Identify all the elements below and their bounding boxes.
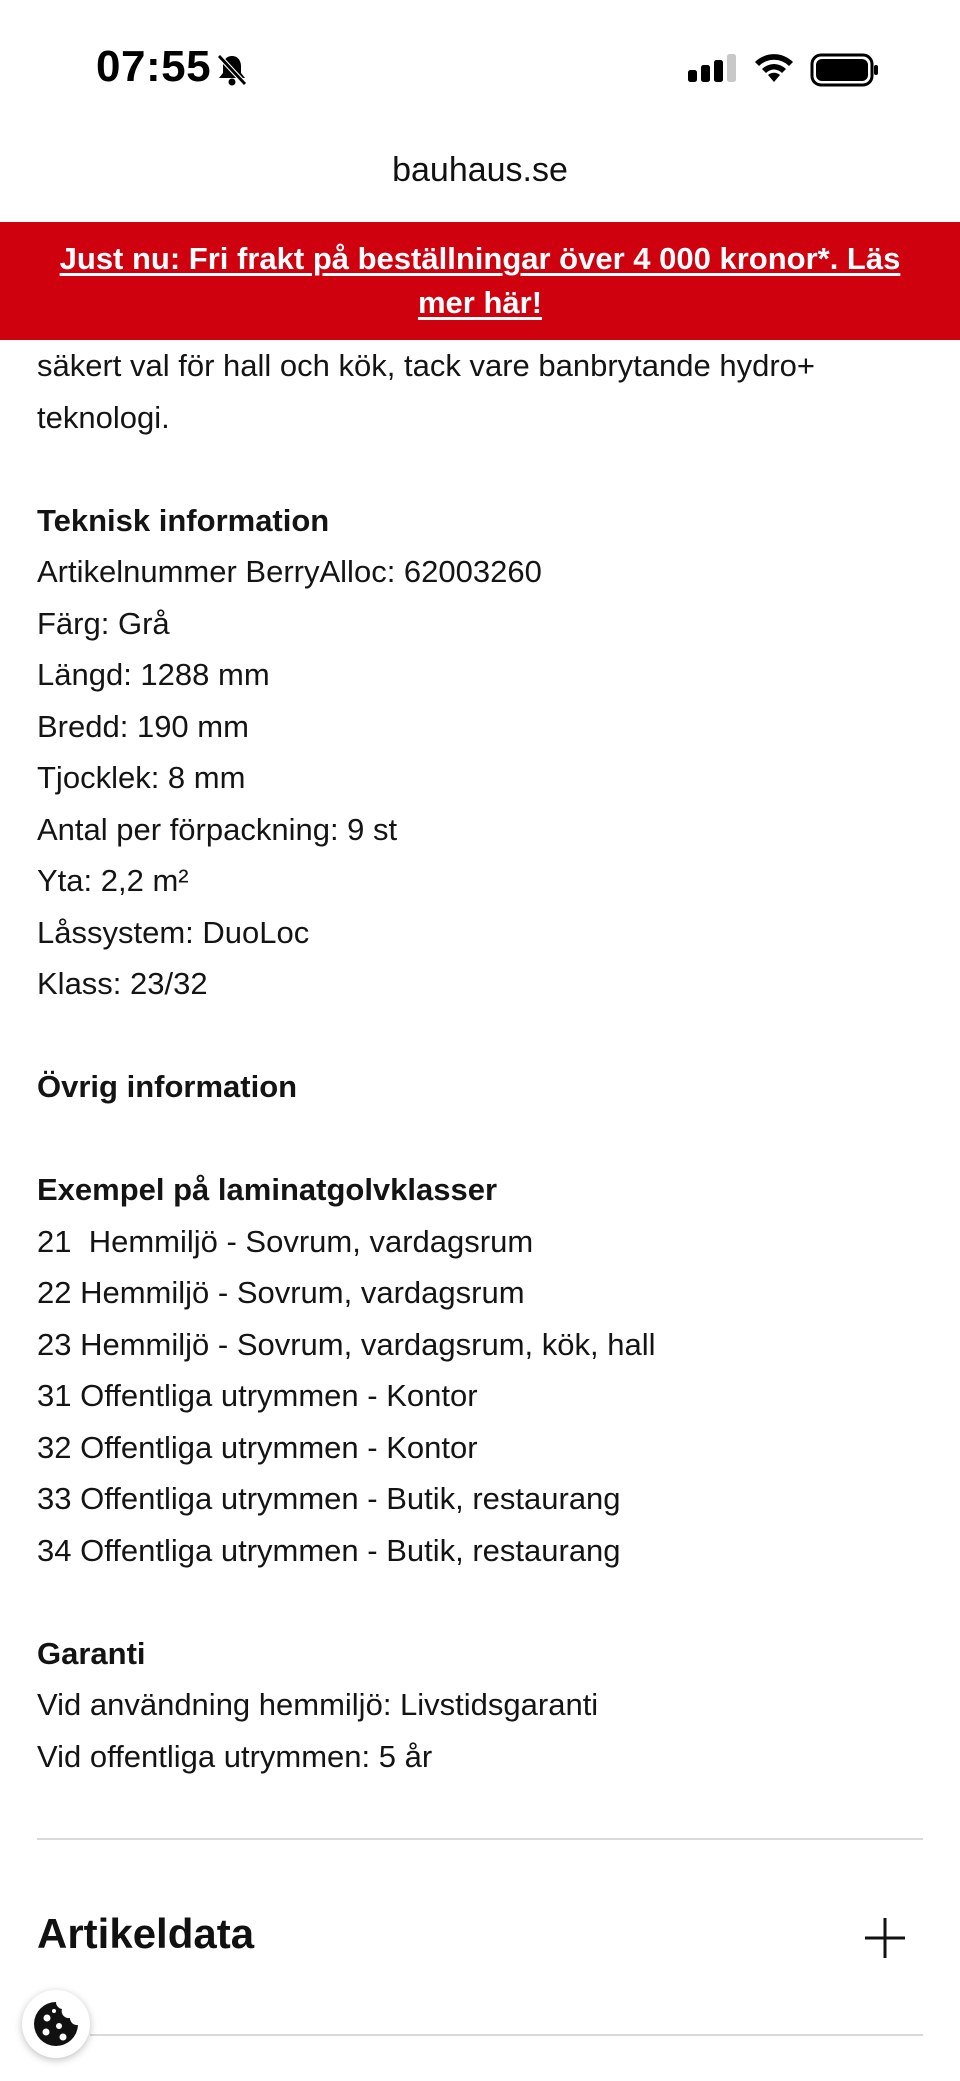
section-divider bbox=[37, 1838, 923, 1840]
url-text: bauhaus.se bbox=[392, 151, 568, 189]
warranty-line: Vid offentliga utrymmen: 5 år bbox=[37, 1738, 433, 1774]
promo-banner[interactable] bbox=[0, 222, 960, 340]
accordion-artikeldata[interactable] bbox=[37, 1900, 923, 1980]
warranty-line: Vid användning hemmiljö: Livstidsgaranti bbox=[37, 1687, 599, 1722]
wifi-icon bbox=[752, 50, 796, 86]
plus-icon[interactable] bbox=[863, 1916, 907, 1960]
cookie-icon bbox=[30, 1998, 82, 2050]
battery-icon bbox=[810, 52, 880, 88]
product-description bbox=[37, 340, 923, 1782]
spec-line: Yta: 2,2 m² bbox=[37, 863, 189, 898]
class-line: 23 Hemmiljö - Sovrum, vardagsrum, kök, hall bbox=[37, 1326, 656, 1362]
description-text: teknologi. bbox=[37, 399, 170, 435]
classes-heading: Exempel på laminatgolvklasser bbox=[37, 1172, 498, 1207]
spec-line: Bredd: 190 mm bbox=[37, 708, 249, 744]
class-line: 21 Hemmiljö - Sovrum, vardagsrum bbox=[37, 1223, 534, 1259]
spec-line: Tjocklek: 8 mm bbox=[37, 760, 246, 795]
technical-heading: Teknisk information bbox=[37, 502, 330, 538]
warranty-heading: Garanti bbox=[37, 1635, 146, 1671]
spec-line: Längd: 1288 mm bbox=[37, 657, 270, 692]
cookie-settings-button[interactable] bbox=[22, 1990, 90, 2058]
spec-line: Låssystem: DuoLoc bbox=[37, 914, 310, 950]
class-line: 34 Offentliga utrymmen - Butik, restaurang bbox=[37, 1532, 621, 1568]
other-info-heading: Övrig information bbox=[37, 1069, 298, 1104]
spec-line: Klass: 23/32 bbox=[37, 966, 208, 1001]
promo-link[interactable]: Just nu: Fri frakt på beställningar över 4 000 kronor*. Läs mer här! bbox=[59, 241, 901, 320]
class-line: 33 Offentliga utrymmen - Butik, restaurang bbox=[37, 1481, 621, 1516]
class-line: 31 Offentliga utrymmen - Kontor bbox=[37, 1378, 478, 1413]
description-text: säkert val för hall och kök, tack vare banbrytande hydro+ bbox=[37, 348, 815, 383]
spec-line: Artikelnummer BerryAlloc: 62003260 bbox=[37, 554, 542, 589]
class-line: 32 Offentliga utrymmen - Kontor bbox=[37, 1429, 478, 1465]
spec-line: Antal per förpackning: 9 st bbox=[37, 811, 398, 847]
signal-icon bbox=[686, 52, 738, 88]
address-bar[interactable] bbox=[0, 140, 960, 222]
bell-slash-icon bbox=[214, 52, 250, 88]
section-divider bbox=[90, 2034, 923, 2036]
status-time: 07:55 bbox=[96, 42, 212, 91]
class-line: 22 Hemmiljö - Sovrum, vardagsrum bbox=[37, 1275, 525, 1310]
accordion-title: Artikeldata bbox=[37, 1910, 255, 1957]
spec-line: Färg: Grå bbox=[37, 605, 170, 641]
status-bar bbox=[0, 0, 960, 189]
